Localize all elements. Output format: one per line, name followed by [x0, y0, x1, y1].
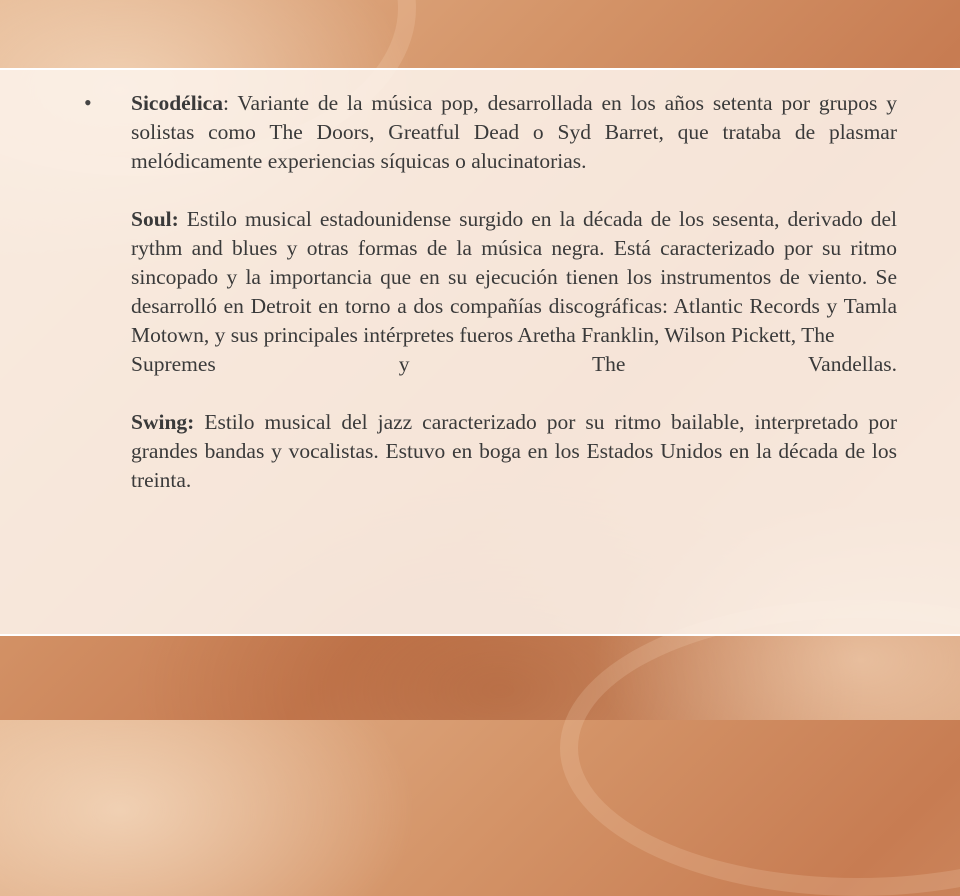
entry-soul [131, 205, 897, 350]
entry-swing [131, 408, 897, 495]
glossary-text [131, 89, 897, 495]
entry-soul-last-line: Supremes y The Vandellas. [131, 352, 897, 376]
bullet-marker: • [84, 90, 92, 115]
definition-sicodelica: Variante de la música pop, desarrollada en los años setenta por grupos y solistas como The Doors, Greatful Dead o Syd Barret, que trataba de plasmar melódicamente experiencias síquicas o alucinatorias. [131, 91, 897, 173]
background-swirl [560, 600, 960, 896]
term-soul: Soul: [131, 207, 179, 231]
paragraph-gap [131, 176, 897, 205]
definition-soul: Estilo musical estadounidense surgido en la década de los sesenta, derivado del rythm and blues y otras formas de la música negra. Está caracterizado por su ritmo sincopado y la importancia que en su ejecución tienen los instrumentos de viento. Se desarrolló en Detroit en torno a dos compañías discográficas: Atlantic Records y Tamla Motown, y sus principales intérpretes fueros Aretha Franklin, Wilson Pickett, The [131, 207, 897, 347]
definition-swing: Estilo musical del jazz caracterizado por su ritmo bailable, interpretado por grandes bandas y vocalistas. Estuvo en boga en los Estados Unidos en la década de los treinta. [131, 410, 897, 492]
term-sicodelica: Sicodélica [131, 91, 223, 115]
term-swing: Swing: [131, 410, 195, 434]
term-separator: : [222, 91, 229, 115]
paragraph-gap [131, 379, 897, 408]
entry-sicodelica [131, 89, 897, 176]
